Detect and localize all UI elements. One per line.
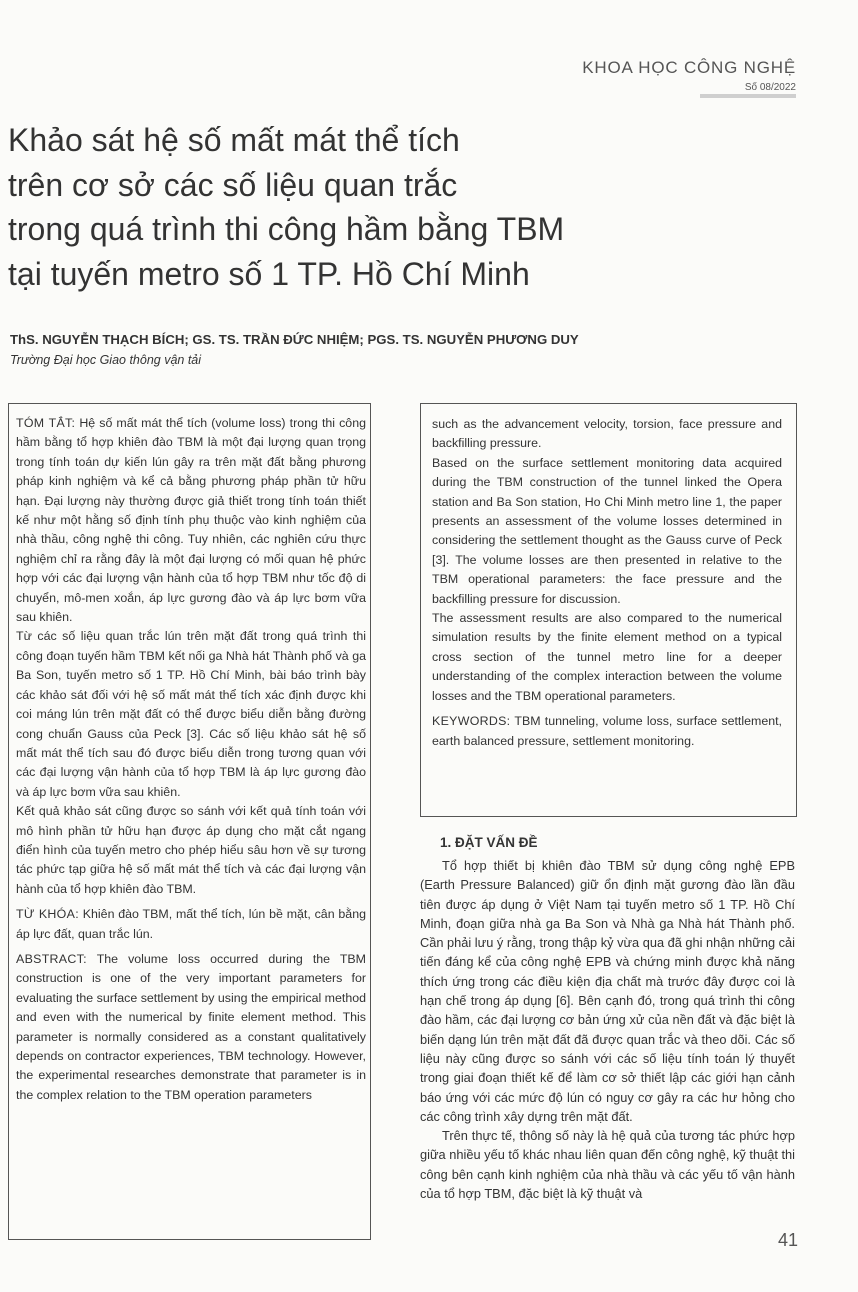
keywords-en-label: KEYWORDS: bbox=[432, 714, 511, 729]
title-line: trong quá trình thi công hầm bằng TBM bbox=[8, 211, 565, 247]
author-affiliation: Trường Đại học Giao thông vận tải bbox=[10, 353, 202, 367]
abstract-en-paragraph: such as the advancement velocity, torsion, face pressure and backfilling pressure. bbox=[432, 417, 782, 451]
abstract-column-left bbox=[16, 414, 366, 1105]
abstract-en-paragraph: ABSTRACT: The volume loss occurred during the TBM construction is one of the very important parameters for evaluating the surface settlement by using the empirical method and even with the numerical by finite element method. This parameter is normally considered as a constant qualitatively depends on contractor experiences, TBM technology. However, the experimental researches demonstrate that parameter is in the complex relation to the TBM operation parameters bbox=[16, 951, 366, 1102]
summary-vi-paragraph: Từ các số liệu quan trắc lún trên mặt đất trong quá trình thi công đoạn tuyến hầm TBM kết nối ga Nhà hát Thành phố và ga Ba Son, tuyến metro số 1 TP. Hồ Chí Minh, bài báo trình bày các khảo sát đối với hệ số mất mát thể tích xác định được khi coi máng lún trên mặt đất có thể được biểu diễn bằng đường cong chuẩn Gauss của Peck [3]. Các số liệu khảo sát hệ số mất mát thể tích sau đó được biểu diễn trong tương quan với các đại lượng vận hành của tổ hợp TBM là áp lực gương đào và áp lực bơm vữa sau khiên. bbox=[16, 629, 366, 799]
section-heading: 1. ĐẶT VẤN ĐỀ bbox=[440, 835, 538, 850]
keywords-vi-label: TỪ KHÓA: bbox=[16, 907, 79, 922]
title-line: tại tuyến metro số 1 TP. Hồ Chí Minh bbox=[8, 255, 530, 292]
keywords-vi: TỪ KHÓA: Khiên đào TBM, mất thể tích, lún bề mặt, cân bằng áp lực đất, quan trắc lún. bbox=[16, 907, 366, 941]
body-paragraph: Trên thực tế, thông số này là hệ quả của tương tác phức hợp giữa nhiều yếu tố khác nhau liên quan đến công nghệ, kỹ thuật thi công bên cạnh kinh nghiệm của nhà thầu và các yếu tố vận hành của tổ hợp TBM, đặc biệt là kỹ thuật và bbox=[420, 1128, 795, 1202]
abstract-en-paragraph: The assessment results are also compared to the numerical simulation results by the finite element method on a typical cross section of the tunnel metro line for a deeper understanding of the complex interaction between the volume losses and the TBM operational parameters. bbox=[432, 611, 782, 703]
body-paragraph: Tổ hợp thiết bị khiên đào TBM sử dụng công nghệ EPB (Earth Pressure Balanced) giữ ổn định mặt gương đào lần đầu tiên được áp dụng ở Việt Nam tại tuyến metro số 1 TP. Hồ Chí Minh, đoạn giữa nhà ga Ba Son và Nhà ga Nhà hát Thành phố. Cần phải lưu ý rằng, trong thập kỷ vừa qua đã ghi nhận những cải tiến đáng kể của công nghệ EPB và chứng minh được khả năng thích ứng trong các điều kiện địa chất mà trước đây được coi là hạn chế trong áp dụng [6]. Bên cạnh đó, trong quá trình thi công đào hầm, các đại lượng cơ bản ứng xử của nền đất và đặc biệt là biến dạng lún trên mặt đất đã được quan trắc và theo dõi. Các số liệu này cũng được so sánh với các số liệu tính toán lý thuyết trong giai đoạn thiết kế để làm cơ sở thiết lập các giới hạn cảnh báo ứng với các mức độ lún có nguy cơ gây ra các hư hỏng cho các công trình xây dựng trên mặt đất. bbox=[420, 858, 796, 1124]
journal-section-label: KHOA HỌC CÔNG NGHỆ bbox=[582, 58, 796, 77]
summary-vi-paragraph: TÓM TẮT: Hệ số mất mát thể tích (volume loss) trong thi công hầm bằng tổ hợp khiên đào TBM là một đại lượng quan trọng trong tính toán dự kiến lún gây ra trên mặt đất bằng phương pháp kinh nghiệm và kể cả bằng phương pháp phần tử hữu hạn. Đại lượng này thường được giả thiết trong tính toán thiết kế như một hằng số định tính phụ thuộc vào kinh nghiệm của nhà thầu, công nghệ thi công. Tuy nhiên, các nghiên cứu thực nghiệm chỉ ra rằng đây là một đại lượng có mối quan hệ phức hợp với các đại lượng vận hành của tổ hợp TBM như tốc độ di chuyển, mô-men xoắn, áp lực gương đào và áp lực bơm vữa sau khiên. bbox=[16, 416, 366, 625]
article-title bbox=[8, 118, 808, 296]
keywords-en: KEYWORDS: TBM tunneling, volume loss, surface settlement, earth balanced pressure, settlement monitoring. bbox=[432, 714, 782, 748]
abstract-column-right bbox=[432, 415, 782, 751]
summary-vi-label: TÓM TẮT: bbox=[16, 416, 76, 430]
title-line: Khảo sát hệ số mất mát thể tích bbox=[8, 122, 460, 158]
abstract-en-label: ABSTRACT: bbox=[16, 951, 87, 966]
issue-number: Số 08/2022 bbox=[744, 82, 796, 93]
page-number: 41 bbox=[777, 1230, 798, 1250]
author-list: ThS. NGUYỄN THẠCH BÍCH; GS. TS. TRẦN ĐỨC NHIỆM; PGS. TS. NGUYỄN PHƯƠNG DUY bbox=[10, 332, 579, 347]
section-body bbox=[420, 856, 795, 1203]
summary-vi-paragraph: Kết quả khảo sát cũng được so sánh với kết quả tính toán với mô hình phần tử hữu hạn được áp dụng cho mặt cắt ngang điển hình của tuyến metro cho phép hiểu sâu hơn về sự tương tác phức tạp giữa hệ số mất mát thể tích và các đại lượng vận hành của tổ hợp khiên đào TBM. bbox=[16, 804, 366, 896]
header-divider bbox=[700, 94, 796, 98]
abstract-en-paragraph: Based on the surface settlement monitoring data acquired during the TBM construction of the tunnel linked the Opera station and Ba Son station, Ho Chi Minh metro line 1, the paper presents an assessment of the volume losses determined in considering the settlement thought as the Gauss curve of Peck [3]. The volume losses are then presented in relative to the TBM operational parameters: the face pressure and the backfilling pressure for discussion. bbox=[432, 455, 782, 606]
title-line: trên cơ sở các số liệu quan trắc bbox=[8, 166, 458, 203]
